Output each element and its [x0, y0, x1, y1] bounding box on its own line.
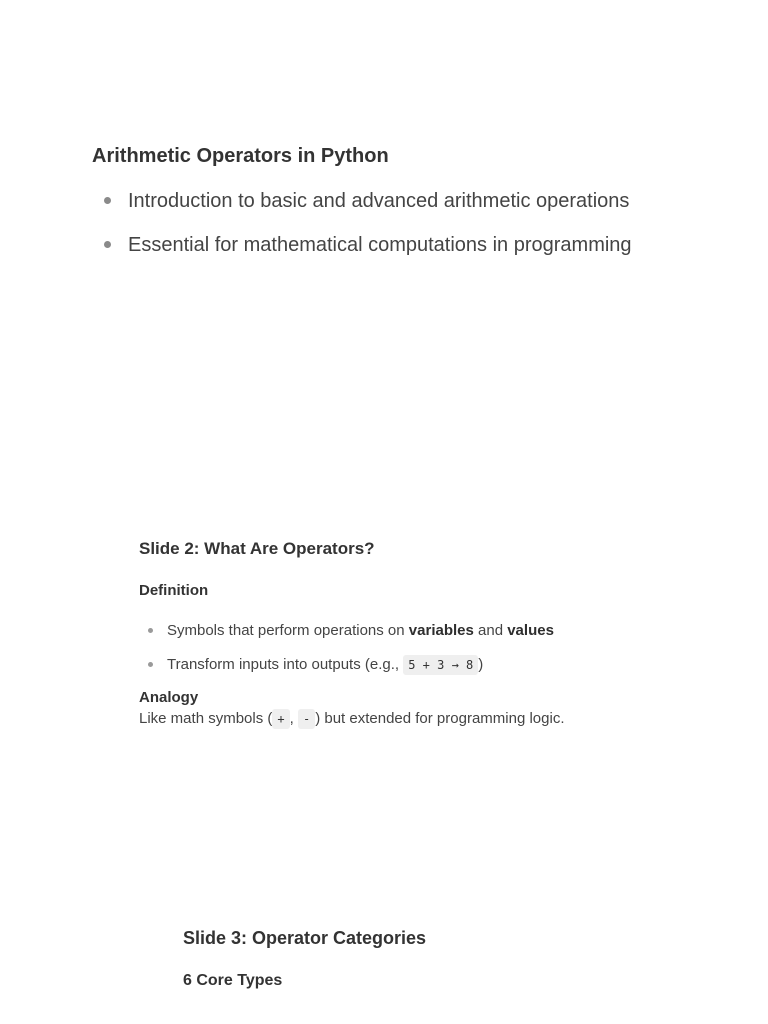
analogy-separator: ,: [289, 710, 298, 727]
analogy-text-end: ) but extended for programming logic.: [315, 710, 565, 727]
slide-1-bullet-list: [92, 188, 732, 258]
bullet-icon: [148, 662, 153, 667]
bullet-text: ): [478, 656, 484, 673]
definition-bullet-list: [139, 620, 699, 676]
analogy-heading: Analogy: [139, 689, 199, 706]
slide-2-title: Slide 2: What Are Operators?: [139, 539, 375, 558]
analogy-text-start: Like math symbols (: [139, 710, 273, 727]
slide-1-title: Arithmetic Operators in Python: [92, 145, 389, 167]
bullet-icon: [104, 241, 111, 248]
core-types-heading: 6 Core Types: [183, 972, 283, 989]
slide-3-title: Slide 3: Operator Categories: [183, 928, 427, 948]
analogy-text: [139, 708, 699, 730]
bullet-text: Transform inputs into outputs (e.g.,: [167, 656, 404, 673]
list-item: [139, 654, 699, 676]
slide-2: [139, 537, 699, 730]
bullet-text: Essential for mathematical computations in programming: [128, 234, 632, 256]
list-item: [92, 232, 732, 258]
bullet-icon: [148, 628, 153, 633]
inline-code-plus: +: [272, 709, 289, 729]
slide-1: [92, 143, 732, 276]
bullet-icon: [104, 197, 111, 204]
bold-term-values: values: [507, 622, 554, 639]
inline-code-minus: -: [298, 709, 315, 729]
slide-3: [183, 925, 723, 992]
inline-code-example: 5 + 3 → 8: [403, 655, 478, 675]
bullet-text: Symbols that perform operations on: [167, 622, 409, 639]
bold-term-variables: variables: [408, 622, 474, 639]
list-item: [92, 188, 732, 214]
list-item: [139, 620, 699, 642]
bullet-text: Introduction to basic and advanced arithmetic operations: [128, 190, 630, 212]
bullet-text: and: [473, 622, 508, 639]
definition-heading: Definition: [139, 582, 209, 599]
